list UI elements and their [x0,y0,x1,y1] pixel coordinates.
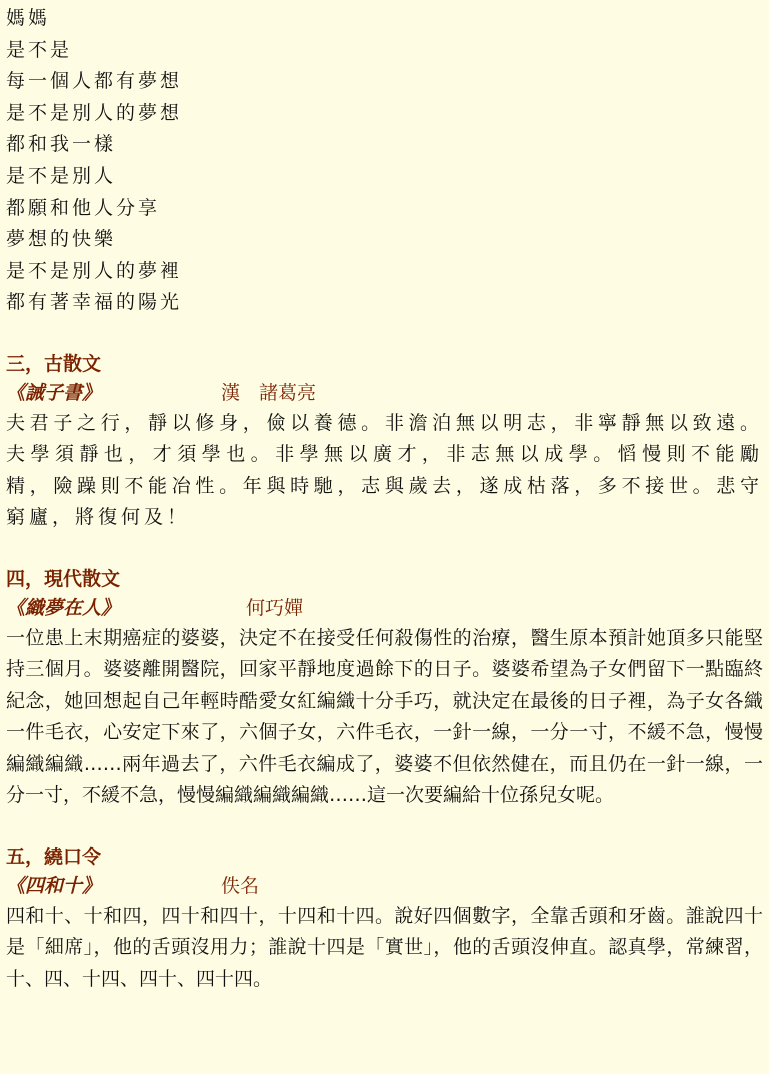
poem-line: 都有著幸福的陽光 [6,291,183,314]
work-author: 漢 諸葛亮 [221,381,317,404]
spacer [6,534,763,565]
section-heading: 四，現代散文 [6,567,121,590]
section-paragraph: 一位患上末期癌症的婆婆，決定不在接受任何殺傷性的治療，醫生原本預計她頂多只能堅持三個月。婆婆離開醫院，回家平靜地度過餘下的日子。婆婆希望為子女們留下一點臨終紀念，她回想起自己年輕時酷愛女紅編織十分手巧，就決定在最後的日子裡，為子女各織一件毛衣，心安定下來了，六個子女，六件毛衣，一針一線，一分一寸，不緩不急，慢慢編織編織……兩年過去了，六件毛衣編成了，婆婆不但依然健在，而且仍在一針一線，一分一寸，不緩不急，慢慢編織編織編織……這一次要編給十位孫兒女呢。 [6,626,763,807]
poem-line: 是不是別人的夢裡 [6,259,183,282]
poem-line: 是不是 [6,38,73,61]
poem-line: 媽媽 [6,7,51,29]
poem-line: 是不是別人 [6,164,117,187]
work-author: 何巧嬋 [246,596,304,619]
poem-line: 都願和他人分享 [6,196,161,219]
work-title: 《織夢在人》 [6,596,121,619]
work-title: 《誡子書》 [6,381,102,404]
section-heading: 三，古散文 [6,352,102,375]
poem [6,3,763,319]
section-paragraph: 夫君子之行，靜以修身，儉以養德。非澹泊無以明志，非寧靜無以致遠。夫學須靜也，才須學也。非學無以廣才，非志無以成學。慆慢則不能勵精，險躁則不能冶性。年與時馳，志與歲去，遂成枯落，多不接世。悲守窮廬，將復何及！ [6,411,763,529]
work-title: 《四和十》 [6,874,102,897]
poem-line: 都和我一樣 [6,133,117,156]
work-title-line [6,872,763,901]
work-title-line [6,379,763,408]
poem-line: 夢想的快樂 [6,228,117,251]
section-modern-prose [6,565,763,812]
poem-line: 是不是別人的夢想 [6,101,183,124]
poem-line: 每一個人都有夢想 [6,70,183,93]
section-heading: 五，繞口令 [6,845,102,868]
section-tongue-twister [6,843,763,996]
section-paragraph: 四和十、十和四，四十和四十，十四和十四。說好四個數字，全靠舌頭和牙齒。誰說四十是「細席」，他的舌頭沒用力；誰說十四是「實世」，他的舌頭沒伸直。認真學，常練習，十、四、十四、四十、四十四。 [6,904,763,990]
spacer [6,812,763,843]
section-classical-prose [6,350,763,534]
work-author: 佚名 [221,874,260,897]
spacer [6,319,763,350]
work-title-line [6,594,763,623]
